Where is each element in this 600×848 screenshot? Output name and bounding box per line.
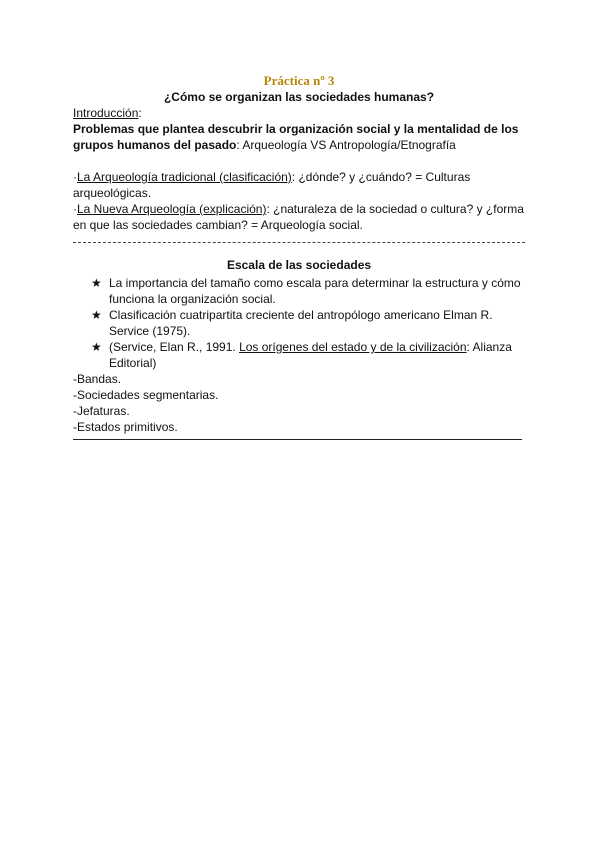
society-type: -Jefaturas.	[73, 404, 130, 418]
document-title: Práctica nº 3	[263, 73, 335, 88]
line-traditional	[73, 169, 525, 201]
new-archaeology-term: La Nueva Arqueología (explicación)	[77, 202, 267, 216]
bullet-text: La importancia del tamaño como escala para determinar la estructura y cómo funciona la organización social.	[109, 276, 521, 306]
intro-heading	[73, 105, 525, 121]
line-text: : ¿dónde? y ¿cuándo? = Culturas arqueológicas.	[73, 170, 471, 200]
intro-label-suffix: :	[138, 106, 142, 120]
bullet-list	[73, 275, 525, 371]
line-prefix: ·	[73, 202, 77, 216]
intro-problem-rest: : Arqueología VS Antropología/Etnografía	[236, 138, 456, 152]
section-title: Escala de las sociedades	[226, 258, 372, 272]
list-item	[91, 339, 525, 371]
book-title: Los orígenes del estado y de la civilización	[239, 340, 467, 354]
star-icon: ★	[91, 276, 102, 290]
bullet-text: : Alianza Editorial)	[109, 340, 512, 370]
society-type: -Sociedades segmentarias.	[73, 388, 219, 402]
document-content	[73, 72, 525, 440]
society-type: -Bandas.	[73, 372, 122, 386]
line-text: : ¿naturaleza de la sociedad o cultura? y ¿forma en que las sociedades cambian? = Arqueología social.	[73, 202, 524, 232]
star-icon: ★	[91, 308, 102, 322]
list-item	[91, 275, 525, 307]
dashed-divider	[73, 233, 525, 249]
document-subtitle: ¿Cómo se organizan las sociedades humanas?	[163, 90, 435, 104]
line-prefix: ·	[73, 170, 77, 184]
star-icon: ★	[91, 340, 102, 354]
bullet-text: (Service, Elan R., 1991.	[109, 340, 240, 354]
society-type: -Estados primitivos.	[73, 420, 178, 434]
line-new	[73, 201, 525, 233]
intro-problem-bold: Problemas que plantea descubrir la organización social y la mentalidad de los grupos humanos del pasado	[73, 122, 519, 152]
intro-label: Introducción	[73, 106, 139, 120]
bullet-text: Clasificación cuatripartita creciente del antropólogo americano Elman R. Service (1975).	[109, 308, 493, 338]
intro-problem	[73, 121, 525, 153]
list-item	[91, 307, 525, 339]
spacer	[73, 153, 525, 169]
horizontal-rule	[73, 439, 522, 440]
traditional-archaeology-term: La Arqueología tradicional (clasificación)	[77, 170, 292, 184]
